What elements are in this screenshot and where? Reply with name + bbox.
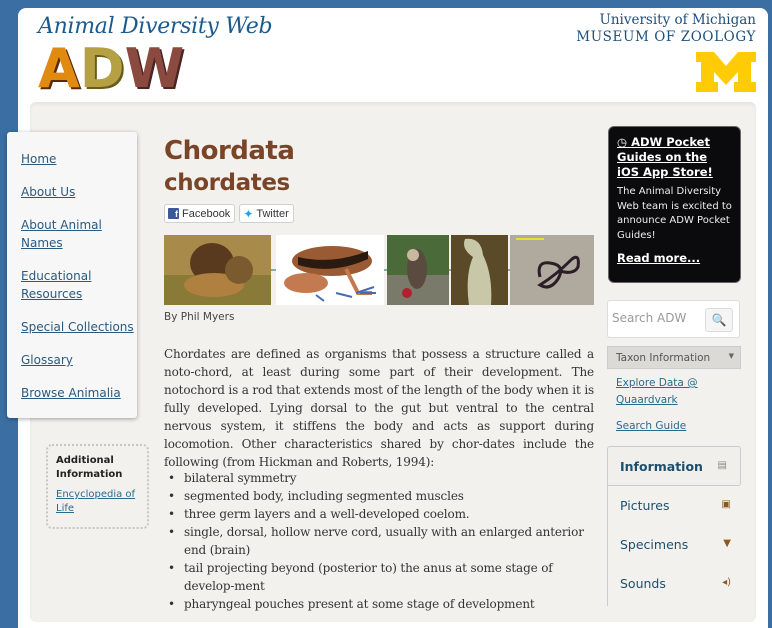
facebook-share-button[interactable] (164, 204, 235, 223)
explore-data-quaardvark-link[interactable]: Explore Data @ Quaardvark (616, 377, 698, 406)
image-gallery (164, 235, 594, 307)
list-item: • bilateral symmetry (168, 469, 588, 487)
intro-paragraph: Chordates are defined as organisms that possess a structure called a noto-chord, at least during some part of their development. The notochord is a rod that extends most of the length of the body when it is fully developed. Lying dorsal to the gut but ventral to the central nervous system, it stiffens the body and acts as support during locomotion. Other characteristics shared by chor-dates include the following (from Hickman and Roberts, 1994): (164, 347, 595, 469)
taxon-information-select[interactable] (607, 346, 741, 369)
search-box (607, 300, 740, 338)
logo-letter-a: A (38, 37, 78, 100)
tab-information[interactable]: Information ▤ (607, 446, 741, 486)
adw-logo[interactable] (38, 37, 183, 100)
photo-byline: By Phil Myers (164, 311, 235, 323)
gallery-image-lions[interactable] (164, 235, 271, 305)
sidebar-links (616, 375, 706, 435)
search-input[interactable] (612, 311, 700, 325)
twitter-icon: ✦ (243, 206, 254, 221)
gallery-image-frog[interactable] (276, 235, 384, 305)
nav-glossary[interactable]: Glossary (21, 353, 73, 367)
page-subtitle: chordates (164, 170, 290, 196)
encyclopedia-of-life-link[interactable]: Encyclopedia of Life (56, 489, 136, 514)
list-item: • three germ layers and a well-developed coelom. (168, 505, 588, 523)
tab-specimens[interactable]: Specimens ▼ (620, 537, 731, 552)
search-guide-link[interactable]: Search Guide (616, 420, 687, 432)
taxon-select-value: Taxon Information (616, 352, 711, 364)
site-title[interactable]: Animal Diversity Web (38, 14, 273, 39)
museum-name: MUSEUM OF ZOOLOGY (576, 29, 756, 45)
camera-icon: ▣ (721, 499, 731, 510)
pocket-guides-promo (608, 126, 741, 283)
share-buttons (164, 204, 594, 223)
promo-heading-link[interactable]: ◷ ADW Pocket Guides on the iOS App Store! (617, 135, 713, 179)
nav-educational-resources[interactable]: Educational Resources (21, 269, 92, 301)
list-item: • pharyngeal pouches present at some stage of development (168, 595, 588, 613)
document-icon: ▤ (717, 460, 727, 471)
nav-home[interactable]: Home (21, 152, 57, 166)
taxon-tabs (607, 446, 741, 606)
search-icon: 🔍 (711, 313, 727, 327)
tab-pictures[interactable]: Pictures ▣ (620, 498, 731, 513)
page-title: Chordata (164, 136, 295, 166)
logo-letter-d: D (79, 37, 123, 100)
skull-icon: ▼ (723, 538, 731, 549)
nav-special-collections[interactable]: Special Collections (21, 320, 134, 334)
dropdown-arrow-icon: ▼ (728, 352, 734, 360)
twitter-share-button[interactable] (239, 204, 293, 223)
characteristics-list (168, 469, 588, 613)
nav-about-us[interactable]: About Us (21, 185, 76, 199)
nav-browse-animalia[interactable]: Browse Animalia (21, 386, 121, 400)
additional-info-heading: Additional Information (56, 455, 123, 480)
search-button[interactable] (705, 308, 733, 332)
speaker-icon: ◂) (722, 577, 731, 588)
tab-sounds[interactable]: Sounds ◂) (620, 576, 731, 591)
gallery-image-snake[interactable] (510, 235, 594, 305)
block-m-icon (696, 52, 756, 92)
main-content (164, 134, 594, 223)
additional-info-box (46, 444, 149, 529)
list-item: • segmented body, including segmented muscles (168, 487, 588, 505)
facebook-label: Facebook (182, 207, 231, 220)
umich-museum-logo[interactable] (576, 12, 756, 45)
logo-letter-w: W (124, 37, 183, 100)
facebook-icon: f (168, 208, 179, 219)
main-nav (7, 132, 137, 418)
gallery-image-falcon[interactable] (387, 235, 449, 305)
read-more-link[interactable]: Read more... (617, 251, 701, 265)
clock-icon: ◷ (617, 135, 628, 149)
promo-body: The Animal Diversity Web team is excited to announce ADW Pocket Guides! (617, 186, 732, 241)
university-name: University of Michigan (599, 12, 756, 28)
nav-about-animal-names[interactable]: About Animal Names (21, 218, 102, 250)
twitter-label: Twitter (256, 207, 289, 220)
list-item: • single, dorsal, hollow nerve cord, usually with an enlarged anterior end (brain) (168, 523, 588, 559)
gallery-image-iguana[interactable] (451, 235, 508, 305)
list-item: • tail projecting beyond (posterior to) the anus at some stage of develop-ment (168, 559, 588, 595)
